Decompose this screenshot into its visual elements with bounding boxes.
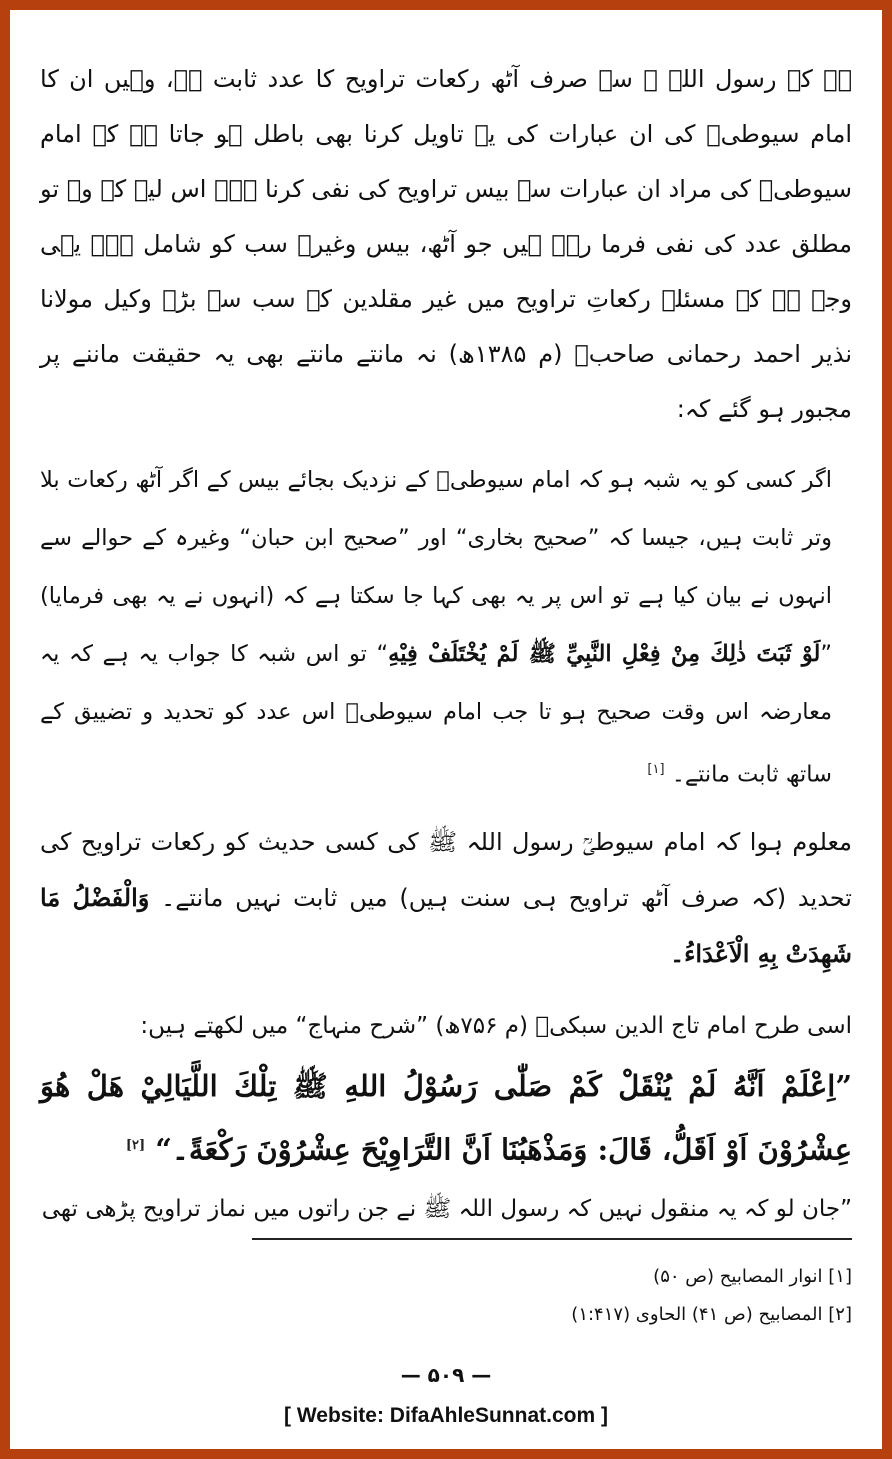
sabki-intro: اسی طرح امام تاج الدین سبکیؒ (م ۷۵۶ھ) ”شرح منہاج“ میں لکھتے ہیں: xyxy=(140,1012,852,1039)
arabic-quotation xyxy=(40,1056,852,1180)
footnote-1: [۱] انوار المصابیح (ص ۵۰) xyxy=(653,1266,852,1287)
quote-text-1: اگر کسی کو یہ شبہ ہو کہ امام سیوطیؒ کے نزدیک بجائے بیس کے اگر آٹھ رکعات بلا وتر ثابت ہیں، جیسا کہ ”صحیح بخاری“ اور ”صحیح ابن حبان“ وغیرہ کے حوالے سے انہوں نے بیان کیا ہے تو اس پر یہ بھی کہا جا سکتا ہے کہ (انہوں نے یہ بھی فرمایا) ” xyxy=(40,467,832,667)
page-number: — ۵۰۹ — xyxy=(400,1363,492,1387)
footnote-divider xyxy=(252,1238,852,1240)
paragraph-2-text: معلوم ہوا کہ امام سیوطیؒ رسول اللہ ﷺ کی کسی حدیث کو رکعات تراویح کی تحدید (کہ صرف آٹھ تراویح ہی سنت ہیں) میں ثابت نہیں مانتے۔ xyxy=(40,827,852,912)
arabic-proverb: وَالْفَضْلُ مَا شَهِدَتْ بِهِ الْاَعْدَاءُ۔ xyxy=(40,882,852,968)
footnote-ref-2: [۲] xyxy=(125,1137,146,1153)
arabic-quotation-text: ”اِعْلَمْ اَنَّهُ لَمْ يُنْقَلْ كَمْ صَلّٰى رَسُوْلُ اللهِ ﷺ تِلْكَ اللَّيَالِيْ هَلْ هُوَ عِشْرُوْنَ اَوْ اَقَلُّ، قَالَ: وَمَذْهَبُنَا اَنَّ التَّرَاوِيْحَ عِشْرُوْنَ رَكْعَةً۔“ xyxy=(40,1068,852,1167)
footnote-2: [۲] المصابیح (ص ۴۱) الحاوی (۱:۴۱۷) xyxy=(571,1304,852,1325)
paragraph-1: ہے کہ رسول اللہ ﷺ سے صرف آٹھ رکعات تراویح کا عدد ثابت ہے، وہیں ان کا امام سیوطیؒ کی ان عبارات کی یہ تاویل کرنا بھی باطل ہو جاتا ہے کہ امام سیوطیؒ کی مراد ان عبارات سے بیس تراویح کی نفی کرنا ہے۔ اس لیے کہ وہ تو مطلق عدد کی نفی فرما رہے ہیں جو آٹھ، بیس وغیرہ سب کو شامل ہے۔ یہی وجہ ہے کہ مسئلۂ رکعاتِ تراویح میں غیر مقلدین کے سب سے بڑے وکیل مولانا نذیر احمد رحمانی صاحبؒ (م ۱۳۸۵ھ) نہ مانتے مانتے بھی یہ حقیقت ماننے پر مجبور ہو گئے کہ: xyxy=(40,65,853,423)
footnotes xyxy=(40,1258,852,1334)
paragraph-2 xyxy=(40,814,852,982)
quote-text-2: “ تو اس شبہ کا جواب یہ ہے کہ یہ معارضہ اس وقت صحیح ہو تا جب امام سیوطیؒ اس عدد کو تحدید و تضییق کے ساتھ ثابت مانتے۔ xyxy=(40,641,832,788)
page-content xyxy=(40,52,852,1237)
footnote-ref-1: [۱] xyxy=(647,762,665,777)
quote-arabic-phrase: لَوْ ثَبَتَ ذٰلِكَ مِنْ فِعْلِ النَّبِيِّ ﷺ لَمْ يُخْتَلَفْ فِيْهِ xyxy=(388,641,821,667)
block-quote xyxy=(40,451,832,804)
urdu-translation: ”جان لو کہ یہ منقول نہیں کہ رسول اللہ ﷺ نے جن راتوں میں نماز تراویح پڑھی تھی xyxy=(41,1196,852,1223)
website-credit: [ Website: DifaAhleSunnat.com ] xyxy=(284,1404,608,1427)
